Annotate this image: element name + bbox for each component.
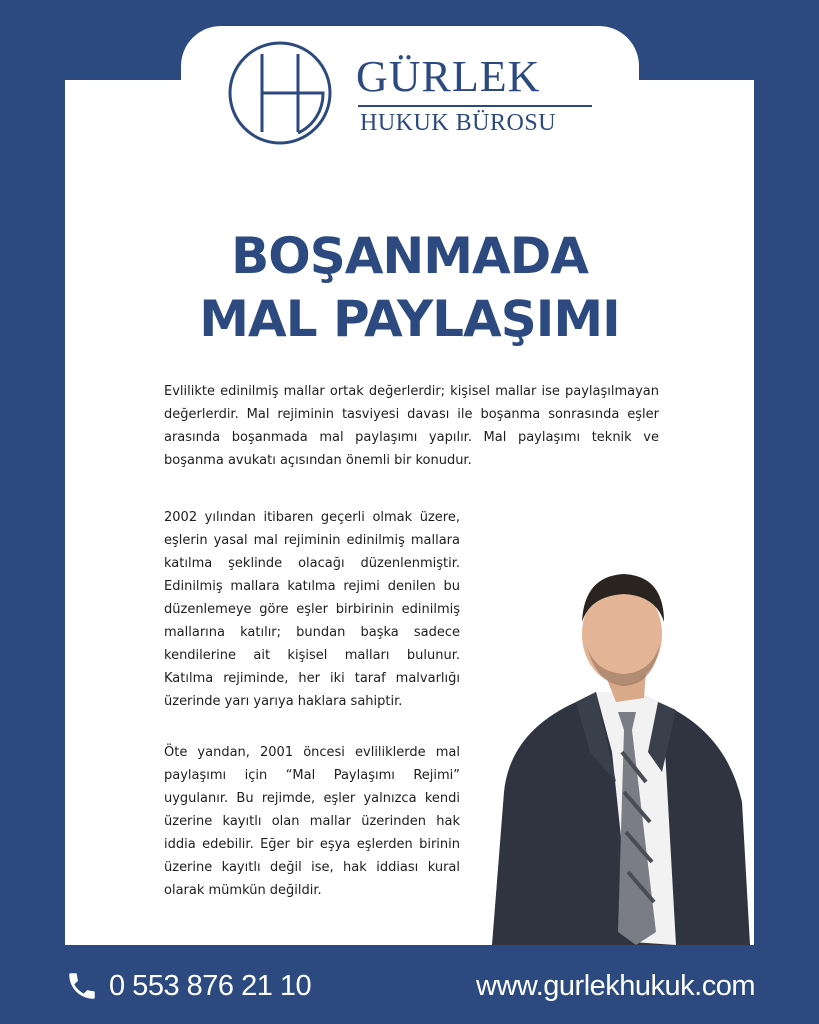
gh-monogram-icon [227, 40, 333, 146]
intro-paragraph: Evlilikte edinilmiş mallar ortak değerlerdir; kişisel mallar ise paylaşılmayan değerlerdir. Mal rejiminin tasviyesi davası ile boşanma sonrasında eşler arasında boşanmada mal paylaşımı yapılır. Mal paylaşımı teknik ve boşanma avukatı açısından önemli bir konudur. [164, 384, 659, 468]
brand-subtitle: HUKUK BÜROSU [360, 110, 557, 136]
body-paragraph-2: Öte yandan, 2001 öncesi evliliklerde mal paylaşımı için “Mal Paylaşımı Rejimi” uygulanır. Bu rejimde, eşler yalnızca kendi üzerine kayıtlı olan mallar üzerinden hak iddia edebilir. Eğer bir eşya eşlerden birinin üzerine kayıtlı değil ise, hak iddiası kural olarak mümkün değildir. [164, 745, 460, 898]
phone-number[interactable]: 0 553 876 21 10 [109, 969, 312, 1002]
phone-icon [65, 969, 99, 1003]
lawyer-portrait [486, 552, 754, 945]
page-title [65, 225, 754, 351]
website-link[interactable]: www.gurlekhukuk.com [476, 969, 755, 1002]
title-line-2: MAL PAYLAŞIMI [199, 290, 620, 348]
body-paragraph-1: 2002 yılından itibaren geçerli olmak üzere, eşlerin yasal mal rejiminin edinilmiş mallara katılma şeklinde olacağı düzenlenmiştir. Edinilmiş mallara katılma rejimi denilen bu düzenlemeye göre eşler birbirinin edinilmiş mallarına katılır; bundan başka sadece kendilerine ait kişisel malları bulunur. Katılma rejiminde, her iki taraf malvarlığı üzerinde yarı yarıya haklara sahiptir. [164, 510, 460, 709]
footer-phone[interactable] [65, 966, 311, 1006]
brand-divider [358, 105, 592, 107]
title-line-1: BOŞANMADA [231, 227, 588, 285]
brand-name: GÜRLEK [356, 52, 541, 101]
